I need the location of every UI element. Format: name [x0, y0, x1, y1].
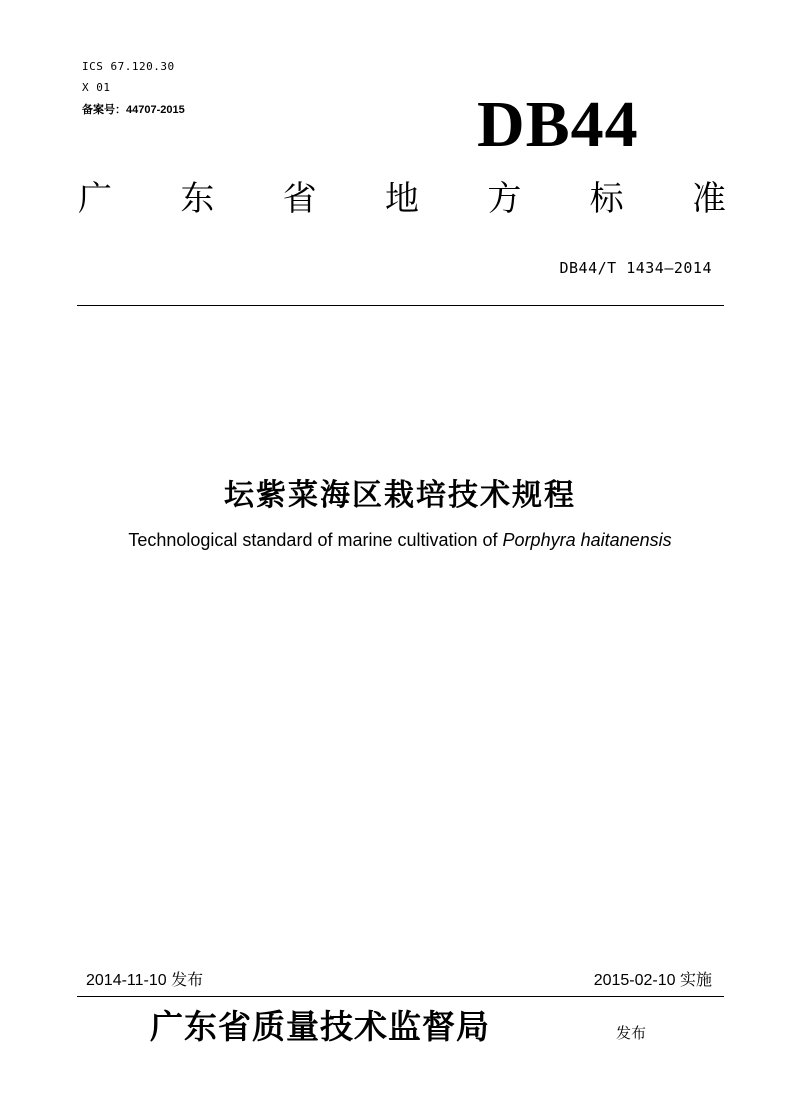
standard-type-char: 广: [78, 180, 112, 218]
standard-type-char: 省: [282, 180, 317, 218]
standard-number: DB44/T 1434—2014: [559, 259, 712, 277]
implementation-date: 2015-02-10 实施: [593, 972, 712, 989]
db-logo: DB44: [477, 88, 639, 161]
standard-type-char: 方: [487, 180, 522, 218]
bottom-divider: [77, 996, 724, 997]
classification-code: X 01: [82, 81, 111, 94]
record-number: 备案号：44707-2015: [82, 104, 185, 116]
standard-type-char: 准: [691, 180, 726, 218]
title-english-text: Technological standard of marine cultivation of: [128, 530, 503, 550]
title-english: [0, 530, 800, 551]
standard-type-char: 东: [180, 180, 215, 218]
issuing-authority: 广东省质量技术监督局: [150, 1010, 490, 1046]
title-english-species: Porphyra haitanensis: [502, 530, 672, 550]
top-divider: [77, 305, 724, 306]
standard-type-heading: [78, 182, 726, 216]
issuer-suffix: 发布: [616, 1025, 647, 1042]
publish-date: 2014-11-10 发布: [86, 972, 204, 989]
ics-code: ICS 67.120.30: [82, 60, 175, 73]
standard-type-char: 标: [589, 180, 624, 218]
title-chinese: 坛紫菜海区栽培技术规程: [224, 479, 576, 512]
standard-type-char: 地: [384, 180, 419, 218]
